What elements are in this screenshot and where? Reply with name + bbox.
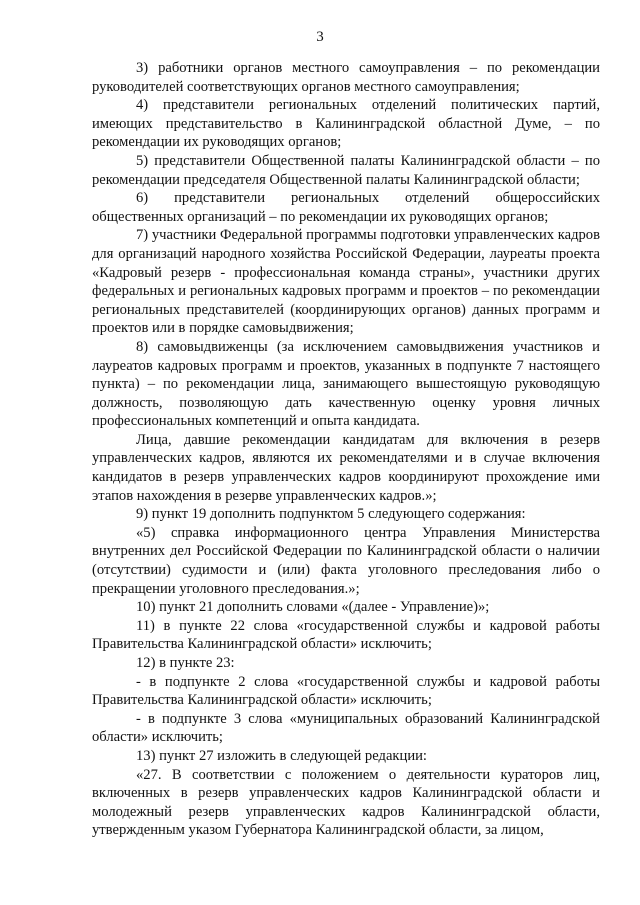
paragraph-point-27: «27. В соответствии с положением о деятельности кураторов лиц, включенных в резерв управленческих кадров Калининградской области и молодежный резерв управленческих кадров Калининградской области, утвержденным указом Губернатора Калининградской области, за лицом, (92, 766, 600, 839)
paragraph-amendment-11: 11) в пункте 22 слова «государственной службы и кадровой работы Правительства Калининградской области» исключить; (92, 617, 600, 653)
paragraph-amendment-12-sub-3: - в подпункте 3 слова «муниципальных образований Калининградской области» исключить; (92, 710, 600, 746)
paragraph-item-3: 3) работники органов местного самоуправления – по рекомендации руководителей соответствующих органов местного самоуправления; (92, 60, 600, 95)
paragraph-item-7: 7) участники Федеральной программы подготовки управленческих кадров для организаций народного хозяйства Российской Федерации, лауреаты проекта «Кадровый резерв - профессиональная команда страны», участники других федеральных и региональных кадровых программ и проектов – по рекомендации региональных представителей (координирующих органов) данных программ и проектов или в порядке самовыдвижения; (92, 227, 600, 337)
paragraph-item-4: 4) представители региональных отделений политических партий, имеющих представительство в Калининградской областной Думе, – по рекомендации их руководящих органов; (92, 97, 600, 151)
paragraph-amendment-9: 9) пункт 19 дополнить подпунктом 5 следующего содержания: (136, 506, 526, 523)
paragraph-item-6: 6) представители региональных отделений общероссийских общественных организаций – по рекомендации их руководящих органов; (92, 190, 600, 225)
page-number: 3 (316, 29, 324, 45)
paragraph-amendment-13: 13) пункт 27 изложить в следующей редакции: (136, 747, 427, 764)
paragraph-subpoint-5: «5) справка информационного центра Управления Министерства внутренних дел Российской Федерации по Калининградской области о наличии (отсутствии) судимости и (или) факта уголовного преследования либо о прекращении уголовного преследования.»; (92, 524, 600, 597)
paragraph-amendment-12-sub-2: - в подпункте 2 слова «государственной службы и кадровой работы Правительства Калининградской области» исключить; (92, 673, 600, 709)
paragraph-recommenders: Лица, давшие рекомендации кандидатам для включения в резерв управленческих кадров, являются их рекомендателями и в случае включения кандидатов в резерв управленческих кадров координируют прохождение ими этапов нахождения в резерве управленческих кадров.»; (92, 431, 600, 504)
paragraph-amendment-12: 12) в пункте 23: (136, 655, 235, 671)
paragraph-item-8: 8) самовыдвиженцы (за исключением самовыдвижения участников и лауреатов кадровых программ и проектов, указанных в подпункте 7 настоящего пункта) – по рекомендации лица, занимающего вышестоящую руководящую должность, позволяющую дать качественную оценку уровня личных профессиональных компетенций и опыта кандидата. (92, 338, 600, 430)
paragraph-item-5: 5) представители Общественной палаты Калининградской области – по рекомендации председателя Общественной палаты Калининградской области; (92, 152, 600, 188)
document-body (92, 59, 600, 840)
paragraph-amendment-10: 10) пункт 21 дополнить словами «(далее - Управление)»; (136, 599, 490, 616)
